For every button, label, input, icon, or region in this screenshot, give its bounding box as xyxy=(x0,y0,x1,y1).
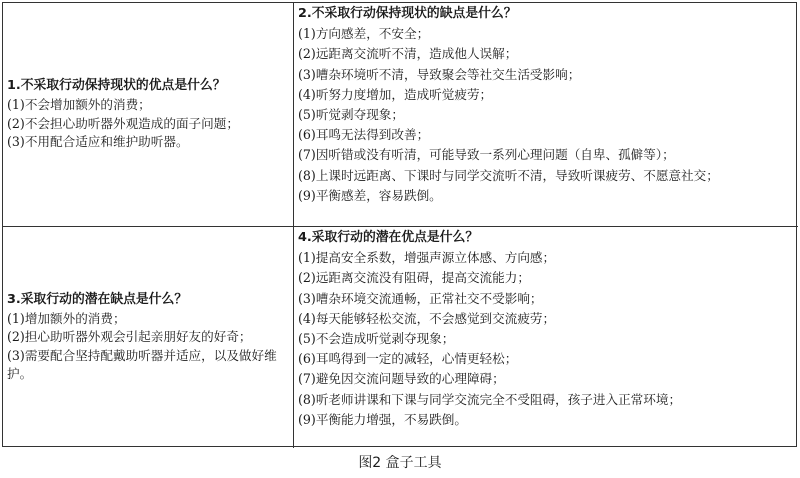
cell-status-quo-pros xyxy=(3,3,294,227)
list-item: (2)远距离交流听不清，造成他人误解； xyxy=(298,46,518,62)
list-item: (2)担心助听器外观会引起亲朋好友的好奇； xyxy=(7,329,252,345)
list-item: (9)平衡能力增强，不易跌倒。 xyxy=(298,411,467,427)
cell-heading: 4.采取行动的潜在优点是什么？ xyxy=(298,230,479,245)
list-item: (7)因听错或没有听清，可能导致一系列心理问题（自卑、孤僻等）； xyxy=(298,147,675,163)
list-item: (1)不会增加额外的消费； xyxy=(7,96,151,112)
list-item: (3)需要配合坚持配戴助听器并适应，以及做好维护。 xyxy=(7,347,277,382)
list-item: (1)方向感差，不安全； xyxy=(298,26,430,42)
list-item: (3)嘈杂环境交流通畅，正常社交不受影响； xyxy=(298,290,543,306)
list-item: (2)远距离交流没有阻碍，提高交流能力； xyxy=(298,270,530,286)
cell-action-pros xyxy=(294,227,798,448)
list-item: (6)耳鸣无法得到改善； xyxy=(298,127,430,143)
list-item: (1)提高安全系数，增强声源立体感、方向感； xyxy=(298,250,556,266)
cell-heading: 2.不采取行动保持现状的缺点是什么？ xyxy=(298,6,517,21)
list-item: (5)不会造成听觉剥夺现象； xyxy=(298,331,455,347)
list-item: (8)上课时远距离、下课时与同学交流听不清，导致听课疲劳、不愿意社交； xyxy=(298,167,719,183)
cell-action-cons xyxy=(3,227,294,448)
list-item: (7)避免因交流问题导致的心理障碍； xyxy=(298,371,505,387)
figure-caption: 图2 盒子工具 xyxy=(358,455,442,471)
list-item: (4)听努力度增加，造成听觉疲劳； xyxy=(298,86,493,102)
cell-status-quo-cons xyxy=(294,3,798,227)
list-item: (2)不会担心助听器外观造成的面子问题； xyxy=(7,115,239,131)
list-item: (8)听老师讲课和下课与同学交流完全不受阻碍，孩子进入正常环境； xyxy=(298,391,682,407)
list-item: (3)嘈杂环境听不清，导致聚会等社交生活受影响； xyxy=(298,66,581,82)
list-item: (4)每天能够轻松交流，不会感觉到交流疲劳； xyxy=(298,310,556,326)
cell-heading: 3.采取行动的潜在缺点是什么？ xyxy=(7,292,188,308)
cell-heading: 1.不采取行动保持现状的优点是什么？ xyxy=(7,78,226,94)
list-item: (3)不用配合适应和维护助听器。 xyxy=(7,134,189,150)
list-item: (5)听觉剥夺现象； xyxy=(298,107,404,123)
list-item: (9)平衡感差，容易跌倒。 xyxy=(298,187,442,203)
list-item: (6)耳鸣得到一定的减轻，心情更轻松； xyxy=(298,351,518,367)
decision-box-table xyxy=(2,2,797,447)
list-item: (1)增加额外的消费； xyxy=(7,310,126,326)
